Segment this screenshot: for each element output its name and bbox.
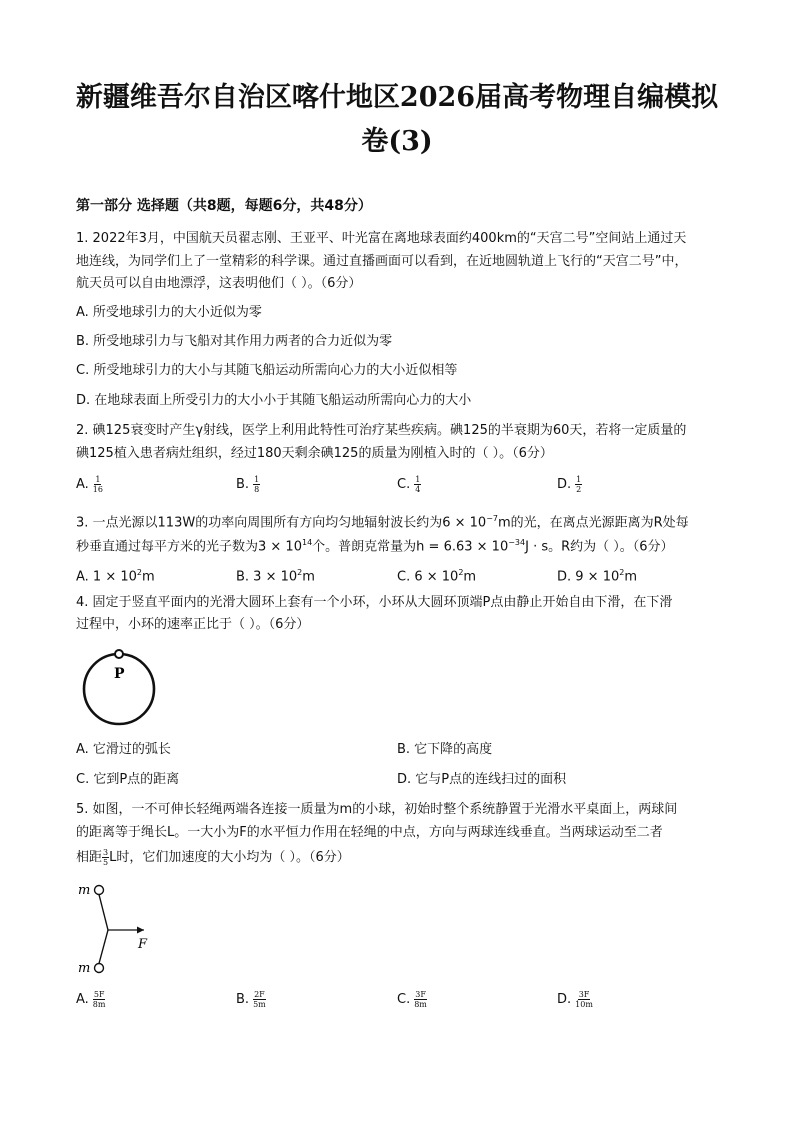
q4-big-ring bbox=[84, 654, 154, 724]
q2-option-d[interactable] bbox=[557, 475, 582, 495]
q5-mass-top-label: m bbox=[78, 883, 91, 898]
q3-d-unit: m bbox=[624, 569, 638, 585]
q5-option-b[interactable] bbox=[236, 990, 266, 1010]
q5-option-b-label: B. bbox=[236, 992, 250, 1007]
q2-option-b-fraction bbox=[253, 475, 260, 494]
q5-b-num: 2F bbox=[254, 990, 265, 999]
q5-option-a-label: A. bbox=[76, 992, 89, 1007]
q4-option-c[interactable]: C. 它到P点的距离 bbox=[76, 772, 180, 787]
q5-rope-lower bbox=[99, 930, 108, 964]
q5-d-num: 3F bbox=[578, 990, 590, 999]
q5-ball-top bbox=[95, 886, 104, 895]
q1-option-d[interactable]: D. 在地球表面上所受引力的大小小于其随飞船运动所需向心力的大小 bbox=[76, 393, 472, 408]
q5-option-d-label: D. bbox=[557, 992, 572, 1007]
q5-option-b-fraction bbox=[253, 990, 266, 1009]
q2-option-a-fraction bbox=[93, 475, 103, 494]
exam-title-line2: 卷(3) bbox=[361, 126, 433, 157]
q3-line2-b: 个。普朗克常量为h = 6.63 × 10 bbox=[312, 539, 509, 555]
q3-line2 bbox=[76, 533, 674, 557]
q3-a-base: A. 1 × 10 bbox=[76, 569, 137, 585]
q5-a-den: 8m bbox=[92, 1000, 106, 1009]
q2-option-c-label: C. bbox=[397, 477, 411, 492]
q2-line2: 碘125植入患者病灶组织，经过180天剩余碘125的质量为刚植入时的（ ）。（6分） bbox=[76, 446, 553, 461]
q5-c-den: 8m bbox=[414, 1000, 427, 1009]
q4-option-b[interactable]: B. 它下降的高度 bbox=[397, 742, 493, 757]
q3-d-base: D. 9 × 10 bbox=[557, 569, 620, 585]
q3-c-base: C. 6 × 10 bbox=[397, 569, 459, 585]
q5-rope-figure bbox=[74, 880, 164, 980]
q3-c-exp: 2 bbox=[458, 568, 464, 577]
q1-line3: 航天员可以自由地漂浮，这表明他们（ ）。（6分） bbox=[76, 276, 362, 291]
q3-option-d[interactable] bbox=[557, 563, 637, 587]
q4-option-a[interactable]: A. 它滑过的弧长 bbox=[76, 742, 171, 757]
q5-option-a[interactable] bbox=[76, 990, 105, 1010]
q5-option-c[interactable] bbox=[397, 990, 427, 1010]
q5-force-arrowhead bbox=[137, 927, 144, 934]
q5-d-den: 10m bbox=[575, 1000, 593, 1009]
q3-line1 bbox=[76, 509, 689, 533]
q4-option-d[interactable]: D. 它与P点的连线扫过的面积 bbox=[397, 772, 567, 787]
q3-line1-b: m的光，在离点光源距离为R处每 bbox=[497, 515, 689, 531]
q2-option-d-fraction bbox=[575, 475, 582, 494]
q1-option-a[interactable]: A. 所受地球引力的大小近似为零 bbox=[76, 305, 262, 320]
section-heading: 第一部分 选择题（共8题，每题6分，共48分） bbox=[76, 198, 372, 214]
q5-line3 bbox=[76, 848, 350, 868]
q3-line2-a: 秒垂直通过每平方米的光子数为3 × 10 bbox=[76, 539, 302, 555]
q5-option-c-fraction bbox=[414, 990, 427, 1009]
q5-option-a-fraction bbox=[93, 990, 106, 1009]
q5-a-num: 5F bbox=[93, 990, 105, 999]
q3-c-unit: m bbox=[463, 569, 477, 585]
q5-option-d[interactable] bbox=[557, 990, 593, 1010]
q5-c-num: 3F bbox=[415, 990, 426, 999]
q2-option-a-label: A. bbox=[76, 477, 89, 492]
q3-line2-exp: 14 bbox=[301, 538, 313, 547]
q1-line1: 1. 2022年3月，中国航天员翟志刚、王亚平、叶光富在离地球表面约400km的“天宫二号”空间站上通过天 bbox=[76, 231, 687, 246]
q2-b-den: 8 bbox=[254, 485, 260, 494]
q3-a-exp: 2 bbox=[136, 568, 142, 577]
q2-d-den: 2 bbox=[576, 485, 582, 494]
q4-line1: 4. 固定于竖直平面内的光滑大圆环上套有一个小环，小环从大圆环顶端P点由静止开始自由下滑，在下滑 bbox=[76, 595, 673, 610]
q4-ring-figure bbox=[76, 640, 166, 732]
q5-rope-upper bbox=[99, 895, 108, 931]
q5-b-den: 5m bbox=[253, 1000, 266, 1009]
q2-d-num: 1 bbox=[576, 475, 582, 484]
q5-option-c-label: C. bbox=[397, 992, 411, 1007]
q2-c-num: 1 bbox=[415, 475, 421, 484]
q2-line1: 2. 碘125衰变时产生γ射线，医学上利用此特性可治疗某些疾病。碘125的半衰期为60天，若将一定质量的 bbox=[76, 423, 687, 438]
q4-line2: 过程中，小环的速率正比于（ ）。（6分） bbox=[76, 617, 310, 632]
q1-line2: 地连线，为同学们上了一堂精彩的科学课。通过直播画面可以看到，在近地圆轨道上飞行的“天宫二号”中， bbox=[76, 254, 688, 269]
q3-line2-c: J · s。R约为（ ）。（6分） bbox=[525, 539, 674, 555]
q2-a-den: 16 bbox=[92, 485, 103, 494]
q2-option-d-label: D. bbox=[557, 477, 572, 492]
q5-mass-bottom-label: m bbox=[78, 961, 91, 976]
exam-title-line1: 新疆维吾尔自治区喀什地区2026届高考物理自编模拟 bbox=[75, 82, 719, 113]
q2-c-den: 4 bbox=[415, 485, 421, 494]
q3-b-exp: 2 bbox=[297, 568, 303, 577]
q3-option-c[interactable] bbox=[397, 563, 476, 587]
q5-line3-a: 相距 bbox=[76, 850, 103, 865]
q2-b-num: 1 bbox=[254, 475, 260, 484]
q5-option-d-fraction bbox=[575, 990, 593, 1009]
q3-line1-a: 3. 一点光源以113W的功率向周围所有方向均匀地辐射波长约为6 × 10 bbox=[76, 515, 487, 531]
q4-small-ring bbox=[115, 650, 123, 658]
q5-line3-den: 5 bbox=[103, 858, 109, 867]
q2-option-c[interactable] bbox=[397, 475, 421, 495]
q1-option-b[interactable]: B. 所受地球引力与飞船对其作用力两者的合力近似为零 bbox=[76, 334, 393, 349]
q2-option-b-label: B. bbox=[236, 477, 250, 492]
q3-a-unit: m bbox=[142, 569, 155, 585]
q5-line1: 5. 如图，一不可伸长轻绳两端各连接一质量为m的小球，初始时整个系统静置于光滑水平桌面上，两球间 bbox=[76, 802, 678, 817]
q2-option-b[interactable] bbox=[236, 475, 260, 495]
q5-ball-bottom bbox=[95, 964, 104, 973]
q2-option-a[interactable] bbox=[76, 475, 103, 495]
q5-line2: 的距离等于绳长L。一大小为F的水平恒力作用在轻绳的中点，方向与两球连线垂直。当两球运动至二者 bbox=[76, 825, 663, 840]
q3-option-a[interactable] bbox=[76, 563, 155, 587]
q4-point-p-label: P bbox=[114, 666, 125, 682]
q5-force-label: F bbox=[138, 937, 148, 952]
q3-line1-exp: −7 bbox=[486, 514, 498, 523]
q3-option-b[interactable] bbox=[236, 563, 315, 587]
q3-line2-exp2: −34 bbox=[508, 538, 526, 547]
q2-a-num: 1 bbox=[95, 475, 101, 484]
q5-line3-num: 3 bbox=[103, 848, 109, 857]
q3-b-base: B. 3 × 10 bbox=[236, 569, 298, 585]
q2-option-c-fraction bbox=[414, 475, 421, 494]
q3-b-unit: m bbox=[302, 569, 315, 585]
q3-d-exp: 2 bbox=[619, 568, 625, 577]
q5-line3-b: L时，它们加速度的大小均为（ ）。（6分） bbox=[109, 850, 350, 865]
q1-option-c[interactable]: C. 所受地球引力的大小与其随飞船运动所需向心力的大小近似相等 bbox=[76, 363, 458, 378]
